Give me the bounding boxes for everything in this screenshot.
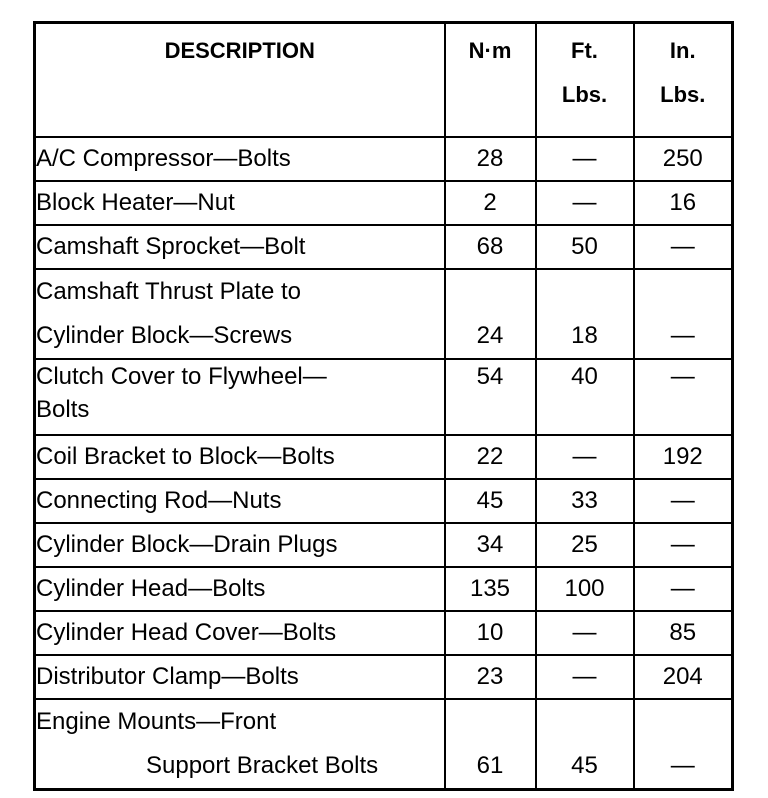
- in-lbs-cell: [634, 655, 733, 699]
- nm-value: 45: [476, 487, 504, 514]
- nm-value: 54: [476, 363, 504, 390]
- ft-lbs-cell: [536, 523, 634, 567]
- table-row: [35, 655, 733, 699]
- ft-lbs-value: —: [572, 663, 597, 690]
- in-lbs-value: —: [670, 487, 695, 514]
- table-row: [35, 137, 733, 181]
- nm-cell: [445, 655, 536, 699]
- header-row: [35, 23, 733, 138]
- ft-lbs-cell: [536, 225, 634, 269]
- in-lbs-cell: [634, 137, 733, 181]
- nm-value: 2: [483, 189, 497, 216]
- nm-value: 34: [476, 531, 504, 558]
- description-text: Block Heater—Nut: [36, 189, 235, 216]
- description-text-line2: Bolts: [36, 396, 90, 423]
- description-text-line2: Cylinder Block—Screws: [36, 322, 293, 349]
- in-lbs-cell: [634, 699, 733, 790]
- in-lbs-cell: [634, 225, 733, 269]
- ft-lbs-value: —: [572, 189, 597, 216]
- table-row: [35, 269, 733, 359]
- description-cell: [35, 435, 445, 479]
- in-lbs-value: —: [670, 233, 695, 260]
- nm-value: 135: [469, 575, 511, 602]
- header-ft-line1: Ft.: [571, 38, 598, 63]
- in-lbs-value: —: [670, 322, 695, 349]
- description-cell: [35, 655, 445, 699]
- table-row: [35, 225, 733, 269]
- table-row: [35, 567, 733, 611]
- description-cell: [35, 137, 445, 181]
- in-lbs-value: 204: [662, 663, 703, 690]
- ft-lbs-value: —: [572, 619, 597, 646]
- ft-lbs-value: 45: [571, 752, 598, 779]
- nm-value: 22: [476, 443, 504, 470]
- table-row: [35, 523, 733, 567]
- description-text: Cylinder Head Cover—Bolts: [36, 619, 337, 646]
- description-text: A/C Compressor—Bolts: [36, 145, 291, 172]
- description-cell: [35, 181, 445, 225]
- description-cell: [35, 479, 445, 523]
- header-in-line2: Lbs.: [660, 82, 706, 107]
- description-cell: [35, 611, 445, 655]
- in-lbs-value: —: [670, 575, 695, 602]
- ft-lbs-cell: [536, 181, 634, 225]
- table-row: [35, 699, 733, 790]
- table-row: [35, 359, 733, 435]
- ft-lbs-cell: [536, 479, 634, 523]
- in-lbs-cell: [634, 567, 733, 611]
- header-ft-lbs: [536, 23, 634, 138]
- description-text-line2: Support Bracket Bolts: [146, 752, 379, 779]
- nm-cell: [445, 225, 536, 269]
- nm-value: 28: [476, 145, 504, 172]
- ft-lbs-cell: [536, 567, 634, 611]
- header-in-line1: In.: [669, 38, 696, 63]
- description-text: Coil Bracket to Block—Bolts: [36, 443, 335, 470]
- in-lbs-cell: [634, 181, 733, 225]
- nm-cell: [445, 523, 536, 567]
- in-lbs-value: —: [670, 363, 695, 390]
- nm-cell: [445, 611, 536, 655]
- nm-value: 61: [476, 752, 504, 779]
- description-cell: [35, 225, 445, 269]
- header-nm: [445, 23, 536, 138]
- in-lbs-value: —: [670, 752, 695, 779]
- header-in-lbs: [634, 23, 733, 138]
- nm-cell: [445, 359, 536, 435]
- ft-lbs-cell: [536, 699, 634, 790]
- in-lbs-cell: [634, 269, 733, 359]
- ft-lbs-cell: [536, 269, 634, 359]
- description-text-line1: Clutch Cover to Flywheel—: [36, 363, 327, 390]
- table-row: [35, 181, 733, 225]
- nm-cell: [445, 269, 536, 359]
- ft-lbs-cell: [536, 359, 634, 435]
- ft-lbs-value: —: [572, 145, 597, 172]
- description-text: Distributor Clamp—Bolts: [36, 663, 299, 690]
- ft-lbs-value: 33: [571, 487, 598, 514]
- in-lbs-value: 192: [662, 443, 703, 470]
- description-cell: [35, 699, 445, 790]
- table-row: [35, 479, 733, 523]
- ft-lbs-cell: [536, 611, 634, 655]
- table-row: [35, 435, 733, 479]
- description-text: Camshaft Sprocket—Bolt: [36, 233, 306, 260]
- ft-lbs-value: —: [572, 443, 597, 470]
- in-lbs-cell: [634, 479, 733, 523]
- in-lbs-cell: [634, 523, 733, 567]
- in-lbs-value: 250: [662, 145, 703, 172]
- description-text: Connecting Rod—Nuts: [36, 487, 282, 514]
- ft-lbs-cell: [536, 435, 634, 479]
- torque-spec-table: [33, 21, 734, 791]
- in-lbs-cell: [634, 435, 733, 479]
- header-ft-line2: Lbs.: [561, 82, 608, 107]
- description-text: Cylinder Block—Drain Plugs: [36, 531, 338, 558]
- nm-cell: [445, 567, 536, 611]
- nm-cell: [445, 137, 536, 181]
- in-lbs-cell: [634, 611, 733, 655]
- description-cell: [35, 567, 445, 611]
- ft-lbs-value: 100: [564, 575, 605, 602]
- in-lbs-value: —: [670, 531, 695, 558]
- description-text-line1: Camshaft Thrust Plate to: [36, 278, 302, 305]
- ft-lbs-cell: [536, 655, 634, 699]
- nm-cell: [445, 435, 536, 479]
- nm-value: 68: [476, 233, 504, 260]
- ft-lbs-value: 50: [571, 233, 598, 260]
- description-cell: [35, 269, 445, 359]
- description-cell: [35, 359, 445, 435]
- table-row: [35, 611, 733, 655]
- header-nm-label: N·m: [468, 38, 512, 63]
- header-description-label: DESCRIPTION: [164, 38, 315, 63]
- description-cell: [35, 523, 445, 567]
- nm-value: 23: [476, 663, 504, 690]
- nm-value: 24: [476, 322, 504, 349]
- description-text-line1: Engine Mounts—Front: [36, 708, 277, 735]
- in-lbs-cell: [634, 359, 733, 435]
- nm-cell: [445, 699, 536, 790]
- in-lbs-value: 85: [669, 619, 697, 646]
- in-lbs-value: 16: [669, 189, 697, 216]
- ft-lbs-cell: [536, 137, 634, 181]
- ft-lbs-value: 18: [571, 322, 598, 349]
- nm-value: 10: [476, 619, 504, 646]
- header-description: [35, 23, 445, 138]
- nm-cell: [445, 181, 536, 225]
- ft-lbs-value: 40: [571, 363, 598, 390]
- ft-lbs-value: 25: [571, 531, 598, 558]
- nm-cell: [445, 479, 536, 523]
- description-text: Cylinder Head—Bolts: [36, 575, 266, 602]
